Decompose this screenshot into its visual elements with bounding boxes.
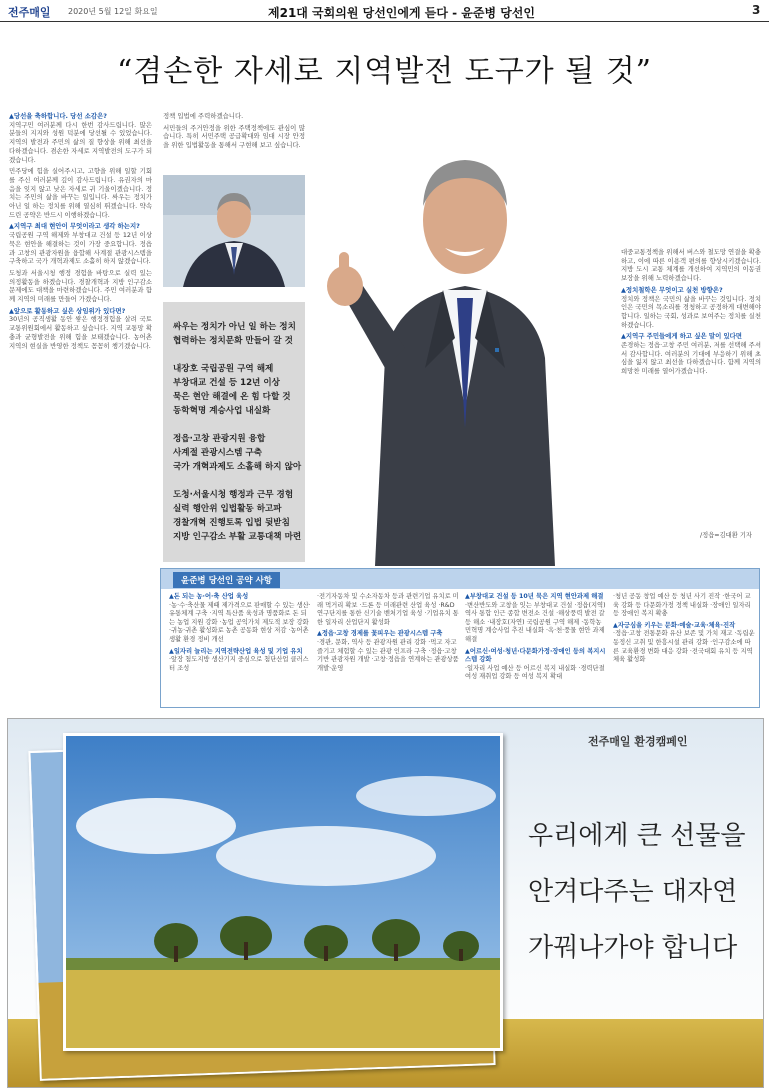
question-heading: ▲지역구 주민들에게 하고 싶은 말이 있다면: [621, 332, 742, 341]
pull-quote-box: [163, 302, 305, 562]
pull-quote-group: [173, 488, 302, 544]
environment-campaign-ad: [7, 718, 764, 1088]
pledge-heading: ▲부창대교 건설 등 10년 묵은 지역 현안과제 해결: [465, 593, 604, 600]
pull-quote-group: [173, 320, 297, 348]
pledge-items: ·앞장 첨도지방 생산기지 중심으로 첨단산업 클러스터 조성: [169, 656, 309, 672]
small-portrait-photo: [163, 175, 305, 287]
pledge-items: ·일자리 사업 예산 등 어르신 복지 내실화 ·경력단절 여성 재취업 강화 등 여성 복지 확대: [465, 664, 605, 681]
pledge-items: ·농·수·축산물 제때 제가격으로 판매할 수 있는 생산·유통체계 구축 ·지역 특산품 육성과 명품화로 돈 되는 농업 지원 강화 ·농업 공익가치 제도적 보장 강화 ·귀농·귀촌 활성화로 농촌 공동화 현상 저감 ·농어촌 생활 환경 정비 개선: [169, 601, 311, 643]
pull-quote-line: 실력 행안위 입법활동 하고파: [173, 504, 282, 514]
pledge-heading: ▲일자리 늘리는 지역전략산업 육성 및 기업 유치: [169, 647, 303, 655]
pull-quote-line: 사계절 관광시스템 구축: [173, 448, 262, 458]
pledge-column: [613, 593, 755, 668]
col4-paragraph: [621, 286, 761, 330]
paragraph-text: 서민들의 주거안정을 위한 주택정책에도 관심이 많습니다. 특히 서민주택 공급확대와 임대 시장 안정을 위한 입법활동을 통해서 구현해 보고 싶습니다.: [163, 123, 305, 150]
question-heading: ▲지역구 최대 현안이 무엇이라고 생각 하는지?: [9, 222, 140, 231]
paragraph-text: 정책 입법에 주력하겠습니다.: [163, 112, 244, 120]
ad-line-3: 가꿔나가야 합니다: [528, 933, 738, 963]
section-title: 제21대 국회의원 당선인에게 듣다 - 윤준병 당선인: [268, 6, 535, 20]
ad-line-1: 우리에게 큰 선물을: [528, 821, 746, 851]
pull-quote-line: 지방 인구감소 부활 교통대책 마련: [173, 532, 302, 542]
pull-quote-line: 경찰개혁 진행토록 입법 뒷받침: [173, 518, 290, 528]
ad-campaign-label: 전주매일 환경캠페인: [588, 735, 688, 748]
pledge-heading: ▲정읍·고창 경제를 꽃피우는 관광시스템 구축: [317, 630, 443, 638]
pull-quote-line: 묵은 현안 해결에 온 힘 다할 것: [173, 392, 291, 402]
col2-paragraph: [163, 112, 305, 121]
paragraph-text: 대중교통정책을 위해서 버스와 철도망 연결을 확충하고, 이에 따른 이용객 편의를 향상시키겠습니다. 지방 도시 교통 체계를 개선하여 지역민의 이동권 보장을 위해 노력하겠습니다.: [621, 248, 761, 283]
pledge-items: ·변산반도와 고창을 잇는 부창대교 건설 ·정읍(지역)역사 통합 인근 종합 변전소 건설 ·해상풍력 발전 갈등 해소 ·내장호(자연) 국립공원 구역 해제 ·동학농민혁명 계승사업 추진 내실화 ·옥·천·풍물 현안 과제 해결: [465, 601, 606, 643]
pledge-title: 윤준병 당선인 공약 사항: [173, 572, 280, 588]
paragraph-text: 존경하는 정읍·고창 주민 여러분, 저를 선택해 주셔서 감사합니다. 여러분의 기대에 부응하기 위해 초심을 잃지 않고 최선을 다하겠습니다. 함께 지역의 희망찬 미래를 열어가겠습니다.: [621, 341, 761, 376]
pull-quote-line: 도청·서울시청 행정과 근무 경험: [173, 490, 294, 500]
pull-quote-line: 정읍·고창 관광지원 융합: [173, 434, 266, 444]
pledge-items: ·정읍·고창 전통문화 유산 보존 및 가치 재고 ·독립운동정신 고취 및 한흥시설 관리 강화 ·인구감소에 따른 교육환경 변화 대응 강화 ·전국대회 유치 등 지역체육 활성화: [613, 630, 755, 664]
page-header: [0, 0, 769, 22]
article-column-4: [621, 248, 761, 379]
paragraph-text: 정치와 정책은 국민의 삶을 바꾸는 것입니다. 정치인은 국민의 목소리를 경청하고 공정하게 대변해야 합니다. 일하는 국회, 성과로 보여주는 정치를 실천하겠습니다.: [621, 294, 761, 329]
question-heading: ▲앞으로 활동하고 싶은 상임위가 있다면?: [9, 306, 126, 315]
col1-paragraph: [9, 307, 152, 351]
paragraph-text: 지역구민 여러분께 다시 한번 감사드립니다. 많은 분들의 지지와 성원 덕분에 당선될 수 있었습니다. 지역의 발전과 주민의 삶의 질 향상을 위해 최선을 다하겠습니다. 겸손한 자세로 지역발전의 도구가 되겠습니다.: [9, 120, 152, 164]
reporter-credit: /정읍=김대환 기자: [700, 532, 752, 539]
col4-paragraph: [621, 248, 761, 283]
col1-paragraph: [9, 222, 152, 266]
pledge-heading: ▲어르신·여성·청년·다문화가정·장애인 등의 복지시스템 강화: [465, 647, 606, 664]
col1-paragraph: [9, 112, 152, 164]
col1-paragraph: [9, 269, 152, 304]
col2-paragraph: [163, 124, 305, 150]
newspaper-logo: 전주매일: [8, 6, 51, 19]
pledge-title-bar: [161, 569, 759, 589]
pledge-heading: ▲돈 되는 농·어·축 산업 육성: [169, 593, 249, 600]
page-number: 3: [752, 3, 761, 17]
pledge-items: ·경관, 문화, 역사 등 관광자원 관리 강화 ·먹고 자고 즐기고 체험할 수 있는 관광 인프라 구축 ·정읍·고창 기반 관광자원 개발 ·고창·정읍을 연계하는 관광상품 개발·운영: [317, 638, 459, 672]
question-heading: ▲당선을 축하합니다. 당선 소감은?: [9, 112, 107, 120]
pull-quote-line: 내장호 국립공원 구역 해제: [173, 364, 274, 374]
ad-line-2: 안겨다주는 대자연: [528, 877, 738, 907]
article-column-1: [9, 112, 152, 353]
pull-quote-line: 싸우는 정치가 아닌 일 하는 정치: [173, 322, 296, 332]
col4-paragraph: [621, 332, 761, 376]
pledge-column: [317, 593, 459, 676]
issue-date: 2020년 5월 12일 화요일: [68, 7, 158, 16]
pull-quote-line: 협력하는 정치문화 만들어 갈 것: [173, 336, 293, 346]
col1-paragraph: [9, 167, 152, 219]
article-column-2: [163, 112, 305, 153]
pull-quote-group: [173, 362, 297, 418]
ad-photo-front: [63, 733, 503, 1051]
pledge-items: ·전기자동차 및 수소자동차 등과 관련기업 유치로 미래 먹거리 확보 ·드론 등 미래관련 산업 육성 ·R&D 연구단지를 통한 신기술 벤처기업 육성 ·기업유치 통한 일자리 산업단지 활성화: [317, 593, 459, 626]
pledge-heading: ▲자긍심을 키우는 문화·예술·교육·체육·진작: [613, 621, 736, 629]
pledge-column: [169, 593, 311, 676]
pledge-column: [465, 593, 607, 685]
pull-quote-line: 부창대교 건설 등 12년 이상: [173, 378, 280, 388]
paragraph-text: 민주당에 힘을 실어주시고, 고향을 위해 일할 기회를 주신 여러분께 깊이 감사드립니다. 유권자의 마음을 잊지 않고 낮은 자세로 귀 기울이겠습니다. 정치는 주민의 삶을 바꾸는 일입니다. 싸우는 정치가 아닌 일 하는 정치를 위해 열심히 뛰겠습니다. 약속드린 공약은 반드시 이행하겠습니다.: [9, 167, 152, 219]
pledge-items: ·청년 공동 창업 예산 등 청년 사기 진작 ·한국어 교육 강화 등 다문화가정 정책 내실화 ·장애인 일자리 등 장애인 복지 확충: [613, 593, 751, 618]
question-heading: ▲정치철학은 무엇이고 실천 방향은?: [621, 285, 723, 294]
pull-quote-line: 동학혁명 계승사업 내실화: [173, 406, 271, 416]
pull-quote-line: 국가 개혁과제도 소홀해 하지 않아: [173, 462, 302, 472]
paragraph-text: 국립공원 구역 해제와 부창대교 건설 등 12년 이상 묵은 현안을 해결하는 것이 가장 중요합니다. 정읍과 고창의 관광자원을 융합해 사계절 관광시스템을 구축하고 국가 개혁과제도 소홀히 하지 않겠습니다.: [9, 231, 152, 266]
pull-quote-group: [173, 432, 302, 474]
paragraph-text: 도청과 서울시청 행정 경험을 바탕으로 실력 있는 의정활동을 하겠습니다. 경찰개혁과 지방 인구감소 문제에도 대책을 마련하겠습니다. 주민 여러분과 함께 지역의 미래를 만들어 가겠습니다.: [9, 268, 152, 304]
paragraph-text: 30년의 공직생활 동안 쌓은 행정경험을 살려 국토교통위원회에서 활동하고 싶습니다. 지역 교통망 확충과 균형발전을 위해 힘을 보태겠습니다. 농어촌 지역의 현실을 반영한 정책도 꼼꼼히 챙기겠습니다.: [9, 315, 152, 350]
headline: “겸손한 자세로 지역발전 도구가 될 것”: [116, 54, 653, 89]
pledge-box: [160, 568, 760, 708]
main-portrait-photo: [305, 108, 617, 566]
